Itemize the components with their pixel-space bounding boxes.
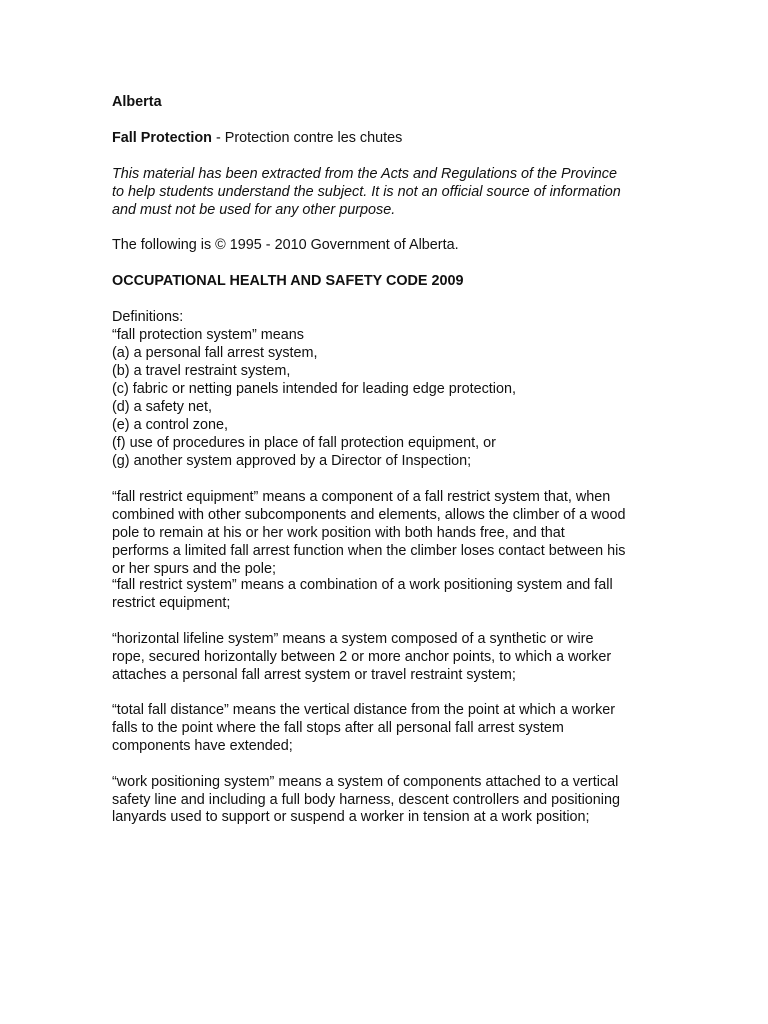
definition-line: safety line and including a full body harness, descent controllers and positioning — [112, 792, 620, 808]
definition-line: performs a limited fall arrest function when the climber loses contact between his — [112, 543, 626, 559]
definition-line: “fall restrict equipment” means a component of a fall restrict system that, when — [112, 489, 611, 505]
definition-line: components have extended; — [112, 738, 293, 754]
province-heading: Alberta — [112, 94, 162, 110]
code-title: OCCUPATIONAL HEALTH AND SAFETY CODE 2009 — [112, 273, 464, 289]
definition-line: (g) another system approved by a Director of Inspection; — [112, 453, 472, 469]
definition-line: or her spurs and the pole; — [112, 561, 276, 577]
definition-line: falls to the point where the fall stops after all personal fall arrest system — [112, 720, 564, 736]
definition-line: “work positioning system” means a system of components attached to a vertical — [112, 774, 619, 790]
subject-title: Fall Protection — [112, 130, 212, 146]
definition-line: (e) a control zone, — [112, 417, 228, 433]
copyright-notice: The following is © 1995 - 2010 Government of Alberta. — [112, 237, 459, 253]
definition-line: combined with other subcomponents and elements, allows the climber of a wood — [112, 507, 626, 523]
definition-line: attaches a personal fall arrest system or travel restraint system; — [112, 667, 516, 683]
definition-line: (b) a travel restraint system, — [112, 363, 291, 379]
definition-line: restrict equipment; — [112, 595, 231, 611]
disclaimer-line: and must not be used for any other purpose. — [112, 202, 396, 218]
disclaimer-line: This material has been extracted from the Acts and Regulations of the Province — [112, 166, 618, 182]
definition-line: rope, secured horizontally between 2 or more anchor points, to which a worker — [112, 649, 612, 665]
definition-line: “horizontal lifeline system” means a system composed of a synthetic or wire — [112, 631, 594, 647]
definition-line: “fall protection system” means — [112, 327, 304, 343]
document-page — [112, 0, 752, 1024]
disclaimer-line: to help students understand the subject. It is not an official source of information — [112, 184, 621, 200]
definition-line: “fall restrict system” means a combination of a work positioning system and fall — [112, 577, 613, 593]
definition-line: “total fall distance” means the vertical distance from the point at which a worker — [112, 702, 616, 718]
definition-line: (d) a safety net, — [112, 399, 212, 415]
subject-line — [112, 129, 402, 147]
definitions-heading: Definitions: — [112, 309, 184, 325]
definition-line: pole to remain at his or her work position with both hands free, and that — [112, 525, 565, 541]
definition-line: (a) a personal fall arrest system, — [112, 345, 318, 361]
subject-translation: - Protection contre les chutes — [211, 130, 403, 146]
definition-line: (f) use of procedures in place of fall protection equipment, or — [112, 435, 496, 451]
definition-line: lanyards used to support or suspend a worker in tension at a work position; — [112, 809, 590, 825]
definition-line: (c) fabric or netting panels intended for leading edge protection, — [112, 381, 516, 397]
